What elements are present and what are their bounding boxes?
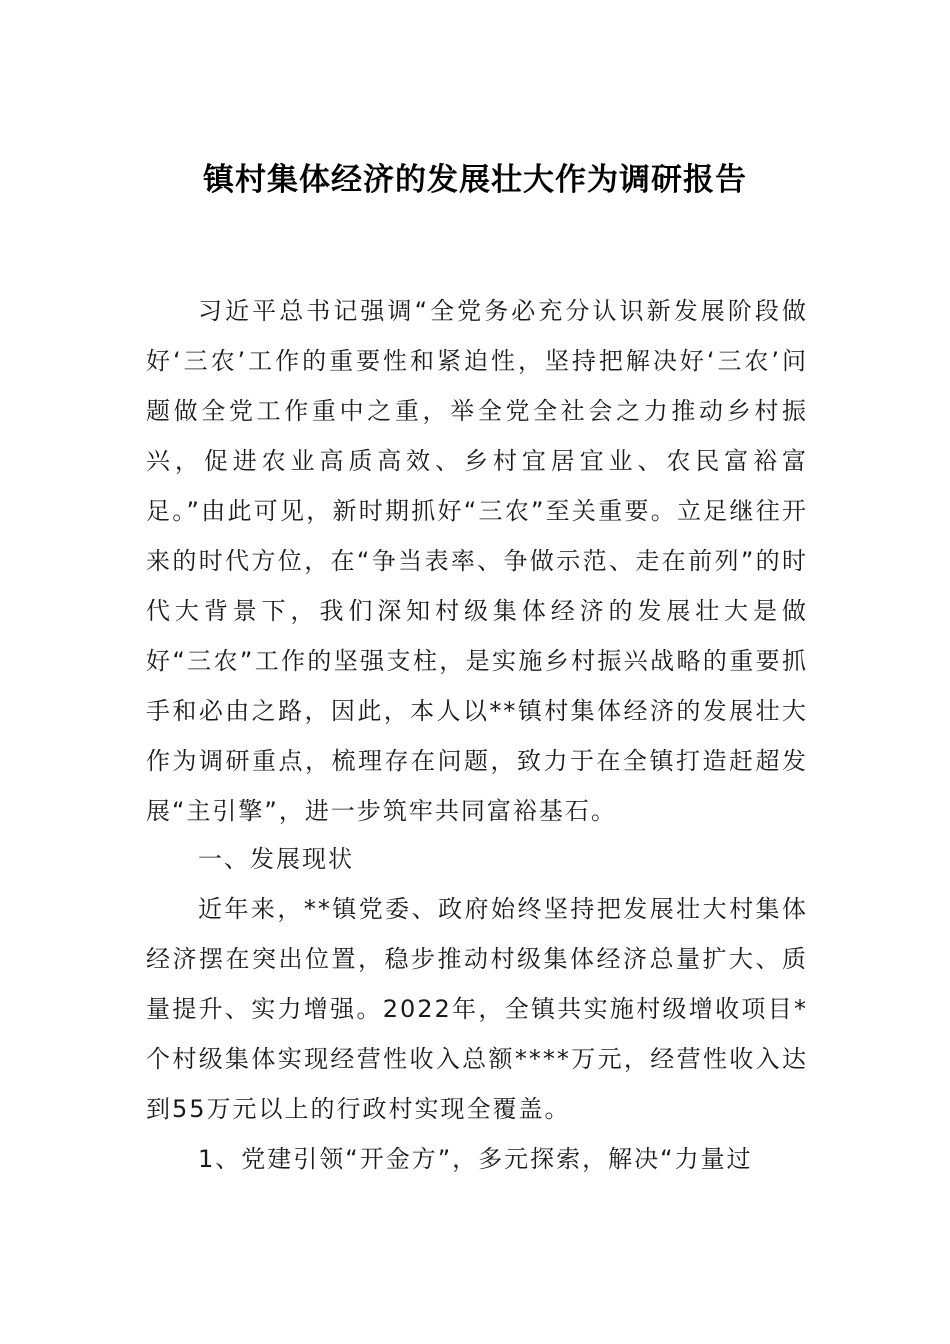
intro-paragraph: 习近平总书记强调“全党务必充分认识新发展阶段做好‘三农’工作的重要性和紧迫性，坚持把解决好‘三农’问题做全党工作重中之重，举全党全社会之力推动乡村振兴，促进农业高质高效、乡村宜居宜业、农民富裕富足。”由此可见，新时期抓好“三农”至关重要。立足继往开来的时代方位，在“争当表率、争做示范、走在前列”的时代大背景下，我们深知村级集体经济的发展壮大是做好“三农”工作的坚强支柱，是实施乡村振兴战略的重要抓手和必由之路，因此，本人以**镇村集体经济的发展壮大作为调研重点，梳理存在问题，致力于在全镇打造赶超发展“主引擎”，进一步筑牢共同富裕基石。 (146, 297, 808, 825)
development-status-paragraph: 近年来，**镇党委、政府始终坚持把发展壮大村集体经济摆在突出位置，稳步推动村级集体经济总量扩大、质量提升、实力增强。2022年，全镇共实施村级增收项目*个村级集体实现经营性收入总额****万元，经营性收入达到55万元以上的行政村实现全覆盖。 (146, 895, 808, 1123)
subsection-heading-party-building: 1、党建引领“开金方”，多元探索，解决“力量过 (198, 1145, 753, 1173)
document-title: 镇村集体经济的发展壮大作为调研报告 (203, 162, 747, 198)
section-heading-development-status: 一、发展现状 (198, 845, 354, 873)
